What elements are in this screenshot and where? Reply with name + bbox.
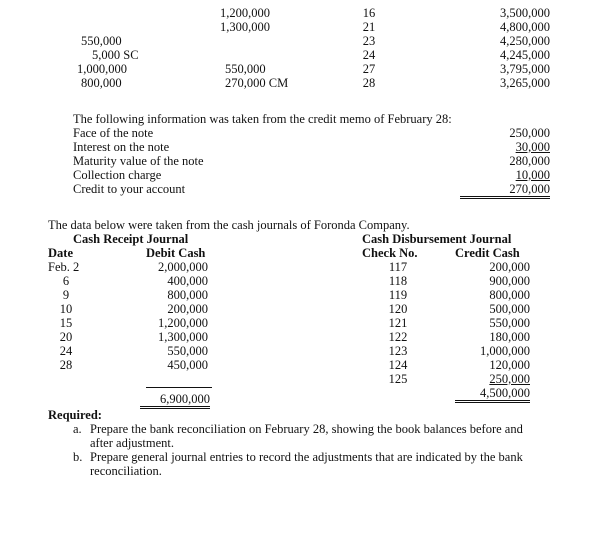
statement-mid-amount: 1,200,000 (220, 6, 270, 20)
memo-total: 270,000 (460, 182, 550, 199)
memo-value: 10,000 (515, 168, 550, 182)
disbursement-amount: 180,000 (489, 330, 530, 344)
disbursements-total: 4,500,000 (455, 386, 530, 403)
statement-day: 21 (362, 20, 376, 34)
check-number: 120 (388, 302, 408, 316)
check-number: 122 (388, 330, 408, 344)
memo-label: Collection charge (73, 168, 162, 182)
memo-label: Interest on the note (73, 140, 170, 154)
memo-value: 280,000 (509, 154, 550, 168)
statement-balance: 4,800,000 (500, 20, 550, 34)
disbursement-amount: 250,000 (489, 372, 530, 386)
receipt-date: 10 (59, 302, 73, 316)
check-number: 124 (388, 358, 408, 372)
statement-day: 24 (362, 48, 376, 62)
receipt-date: 20 (59, 330, 73, 344)
required-item-marker: a. (73, 422, 82, 436)
check-number: 118 (388, 274, 408, 288)
required-item-text: Prepare general journal entries to record the adjustments that are indicated by the bank (90, 450, 523, 464)
statement-day: 28 (362, 76, 376, 90)
check-number: 119 (388, 288, 408, 302)
statement-balance: 3,795,000 (500, 62, 550, 76)
check-number: 121 (388, 316, 408, 330)
receipt-amount: 2,000,000 (158, 260, 208, 274)
date-column-header: Date (48, 246, 73, 260)
required-item-text: reconciliation. (90, 464, 162, 478)
receipt-date: 6 (62, 274, 70, 288)
debit-cash-column-header: Debit Cash (146, 246, 206, 260)
required-item-marker: b. (73, 450, 83, 464)
statement-day: 16 (362, 6, 376, 20)
statement-day: 27 (362, 62, 376, 76)
receipt-total-rule (146, 387, 212, 388)
receipt-date: 9 (62, 288, 70, 302)
receipt-journal-title: Cash Receipt Journal (73, 232, 189, 246)
receipt-date: 15 (59, 316, 73, 330)
statement-balance: 3,500,000 (500, 6, 550, 20)
statement-left-amount: 1,000,000 (77, 62, 127, 76)
receipt-amount: 550,000 (167, 344, 208, 358)
check-number: 117 (388, 260, 408, 274)
receipt-amount: 400,000 (167, 274, 208, 288)
statement-day: 23 (362, 34, 376, 48)
memo-label: Maturity value of the note (73, 154, 204, 168)
memo-label: Face of the note (73, 126, 154, 140)
statement-left-amount: 800,000 (81, 76, 122, 90)
statement-mid-amount: 550,000 (225, 62, 266, 76)
memo-value: 250,000 (509, 126, 550, 140)
statement-balance: 4,245,000 (500, 48, 550, 62)
receipts-total: 6,900,000 (140, 392, 210, 409)
check-number: 123 (388, 344, 408, 358)
memo-intro: The following information was taken from the credit memo of February 28: (73, 112, 452, 126)
statement-balance: 4,250,000 (500, 34, 550, 48)
check-no-column-header: Check No. (362, 246, 418, 260)
required-heading: Required: (48, 408, 102, 422)
receipt-amount: 1,300,000 (158, 330, 208, 344)
journals-intro: The data below were taken from the cash journals of Foronda Company. (48, 218, 410, 232)
receipt-date: Feb. 2 (48, 260, 80, 274)
receipt-amount: 1,200,000 (158, 316, 208, 330)
required-item-text: after adjustment. (90, 436, 174, 450)
receipt-amount: 450,000 (167, 358, 208, 372)
statement-service-charge: 5,000 SC (92, 48, 139, 62)
receipt-amount: 800,000 (167, 288, 208, 302)
receipt-date: 28 (59, 358, 73, 372)
memo-value: 30,000 (515, 140, 550, 154)
receipt-date: 24 (59, 344, 73, 358)
disbursement-amount: 900,000 (489, 274, 530, 288)
memo-label: Credit to your account (73, 182, 186, 196)
statement-mid-amount: 1,300,000 (220, 20, 270, 34)
disbursement-amount: 550,000 (489, 316, 530, 330)
receipt-amount: 200,000 (167, 302, 208, 316)
statement-left-amount: 550,000 (81, 34, 122, 48)
disbursement-amount: 500,000 (489, 302, 530, 316)
statement-credit-memo: 270,000 CM (225, 76, 289, 90)
disbursement-amount: 120,000 (489, 358, 530, 372)
disbursement-amount: 1,000,000 (480, 344, 530, 358)
check-number: 125 (388, 372, 408, 386)
statement-balance: 3,265,000 (500, 76, 550, 90)
disbursement-journal-title: Cash Disbursement Journal (362, 232, 512, 246)
credit-cash-column-header: Credit Cash (455, 246, 520, 260)
disbursement-amount: 800,000 (489, 288, 530, 302)
disbursement-amount: 200,000 (489, 260, 530, 274)
required-item-text: Prepare the bank reconciliation on February 28, showing the book balances before and (90, 422, 523, 436)
